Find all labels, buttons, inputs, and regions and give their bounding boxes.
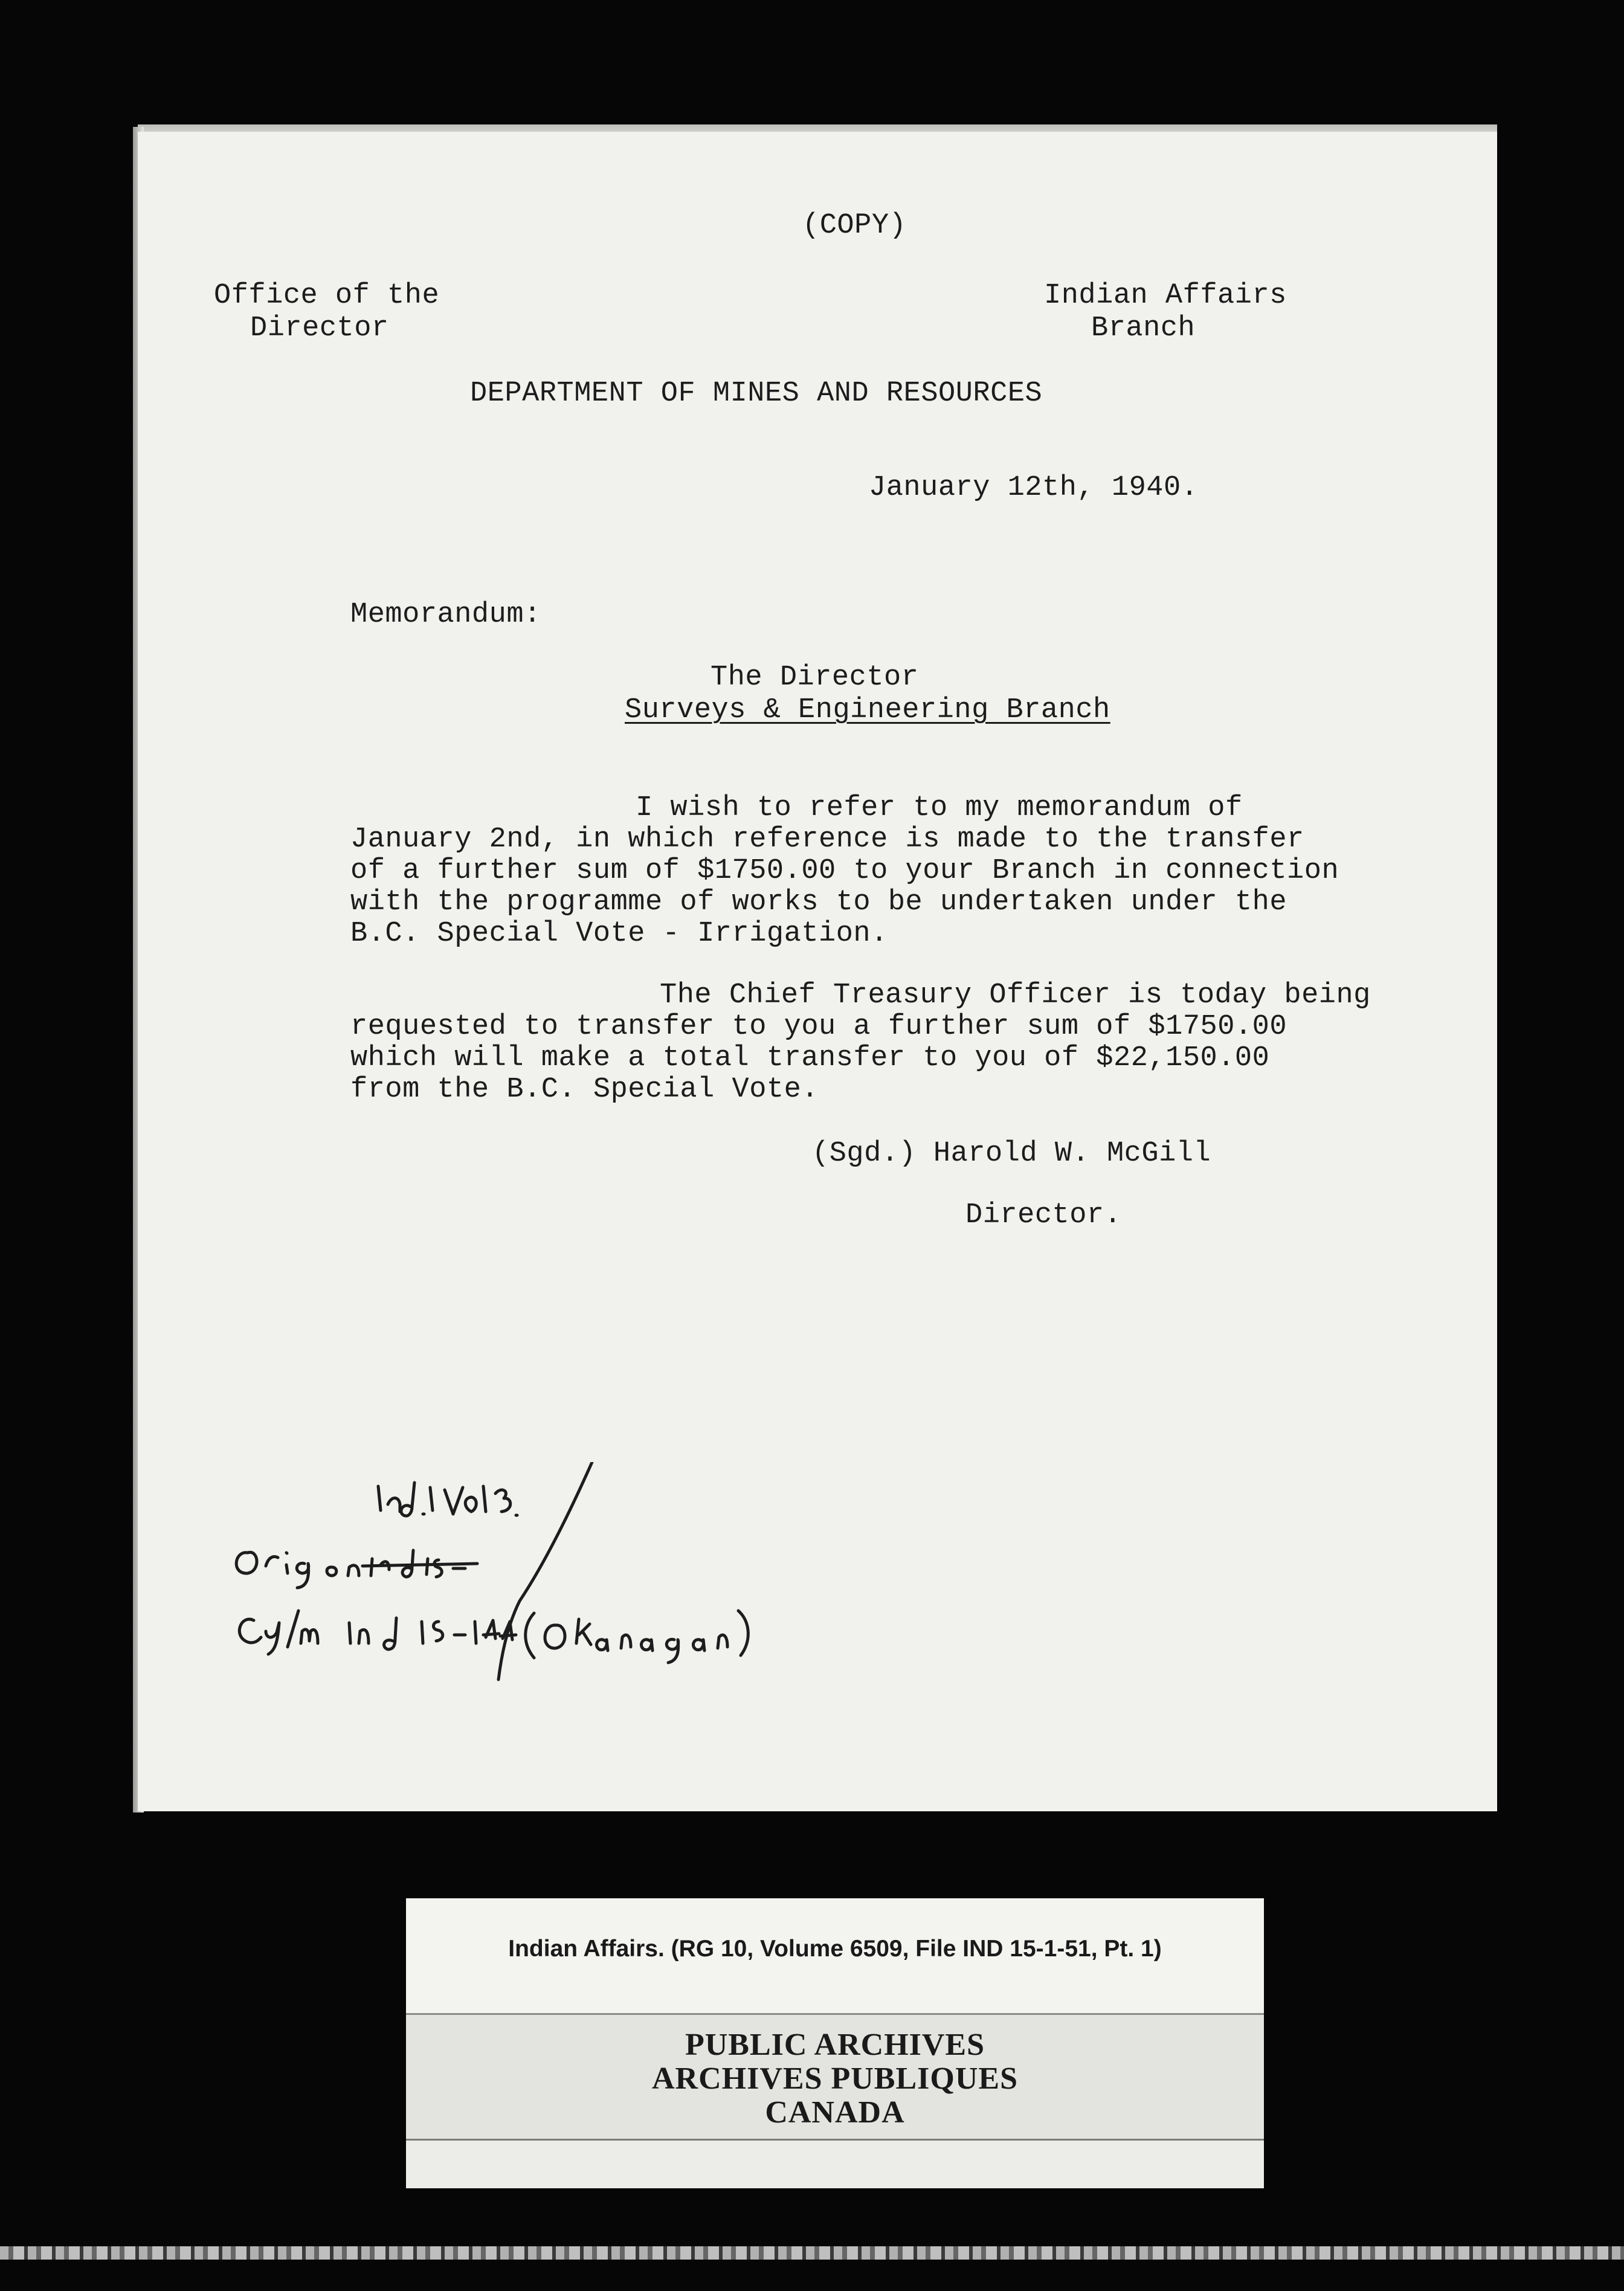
archive-stamp-line-2: ARCHIVES PUBLIQUES [651,2061,1019,2096]
signature-line: (Sgd.) Harold W. McGill [812,1138,1211,1170]
paragraph-2-line-3: which will make a total transfer to you of $22,150.00 [350,1042,1270,1074]
paragraph-1-line-5: B.C. Special Vote - Irrigation. [350,918,888,950]
signature-title: Director. [965,1199,1122,1231]
archive-reference-strip [406,1898,1264,2015]
header-left-line-2: Director [250,312,389,344]
memo-salutation: Memorandum: [350,599,541,631]
recipient-line-2: Surveys & Engineering Branch [625,694,1110,726]
header-right-line-2: Branch [1091,312,1196,344]
paragraph-1-line-3: of a further sum of $1750.00 to your Branch in connection [350,855,1339,887]
film-edge-strip [0,2246,1624,2260]
header-right-line-1: Indian Affairs [1044,280,1287,312]
archive-stamp-line-1: PUBLIC ARCHIVES [685,2028,985,2062]
paragraph-2-line-2: requested to transfer to you a further sum of $1750.00 [350,1011,1287,1043]
header-left-line-1: Office of the [214,280,440,312]
paragraph-1-line-2: January 2nd, in which reference is made to the transfer [350,823,1304,856]
paragraph-1-line-1: I wish to refer to my memorandum of [636,792,1243,824]
handwritten-file-note [230,1462,773,1716]
archive-stamp [406,2015,1264,2141]
paragraph-1-line-4: with the programme of works to be undertaken under the [350,886,1287,918]
recipient-line-1: The Director [710,662,919,694]
archive-stamp-line-3: CANADA [765,2095,905,2130]
paragraph-2-line-1: The Chief Treasury Officer is today being [660,979,1371,1011]
archive-reference: Indian Affairs. (RG 10, Volume 6509, File IND 15-1-51, Pt. 1) [508,1936,1162,1962]
copy-mark: (COPY) [802,210,907,242]
department-heading: DEPARTMENT OF MINES AND RESOURCES [470,378,1043,410]
paragraph-2-line-4: from the B.C. Special Vote. [350,1074,819,1106]
memo-date: January 12th, 1940. [869,472,1199,504]
